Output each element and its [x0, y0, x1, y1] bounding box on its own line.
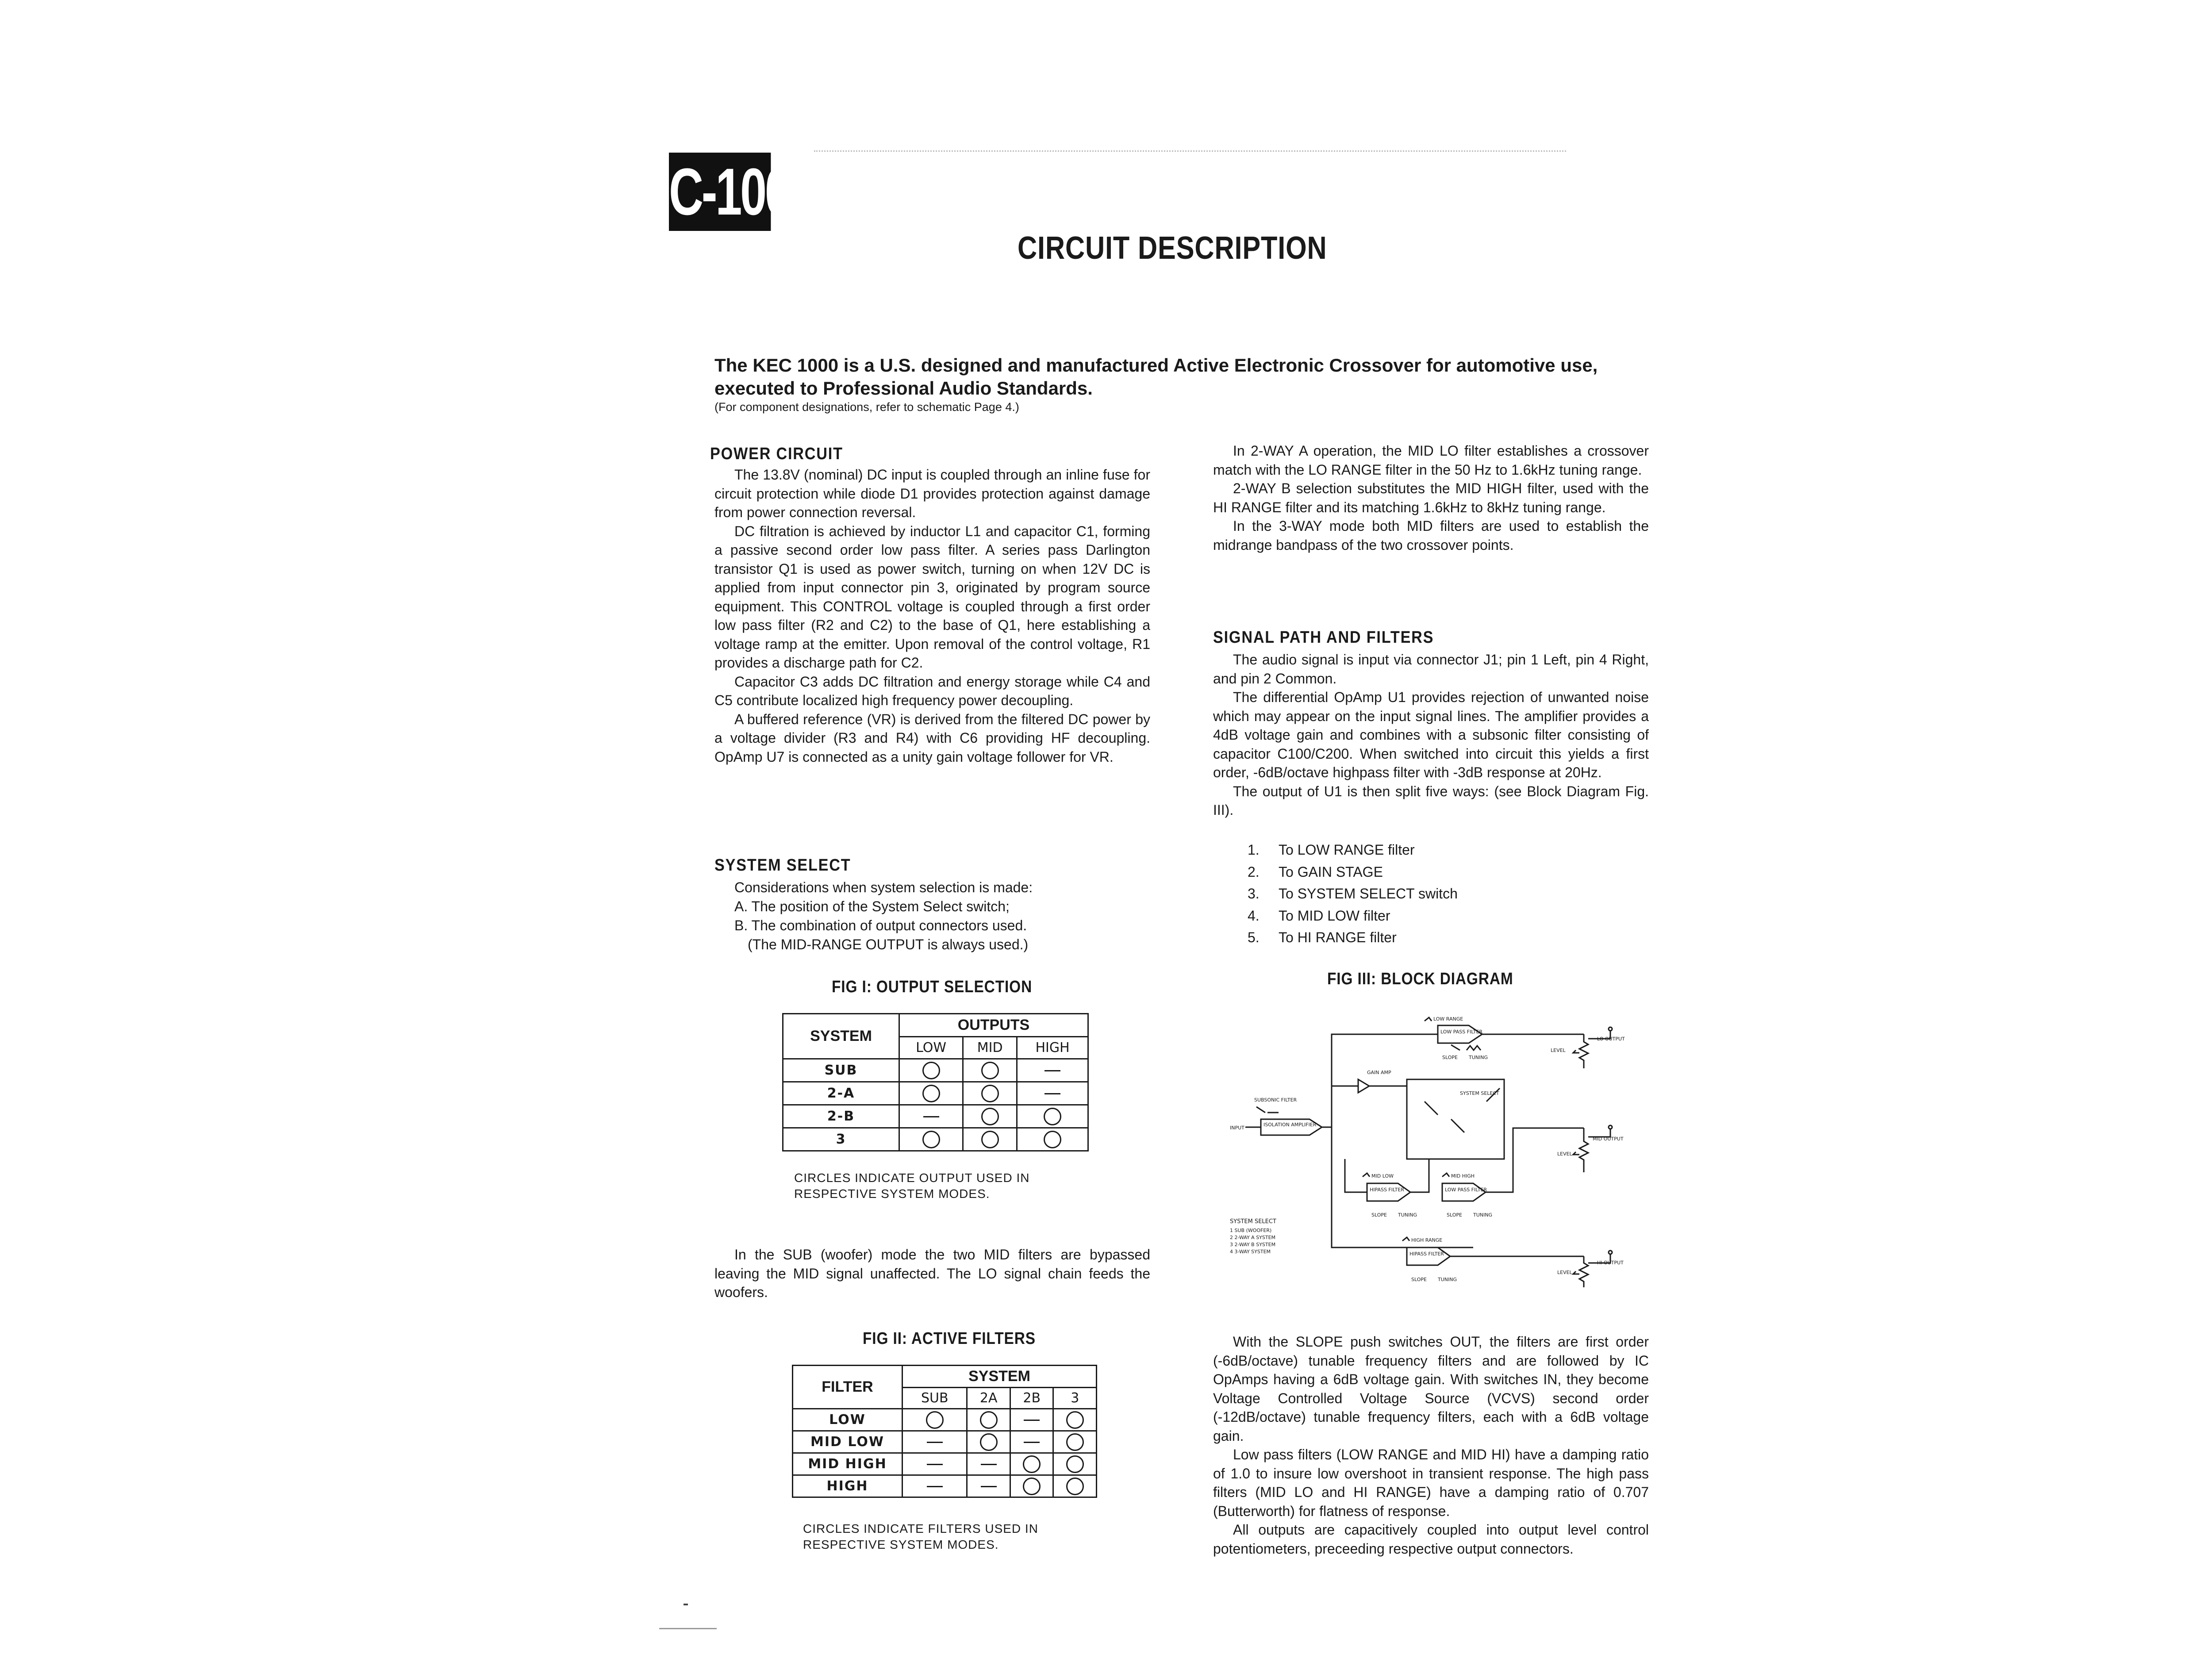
- fig2-cell: [967, 1453, 1010, 1475]
- fig1-outputs-header: OUTPUTS: [899, 1014, 1088, 1037]
- fig1-col-header: LOW: [899, 1037, 963, 1059]
- fig1-cell-mark: [1045, 1093, 1060, 1094]
- table-row: [783, 1128, 1088, 1151]
- slope-tuning-symbol: [1451, 1045, 1481, 1050]
- fig1-cell: [963, 1059, 1017, 1082]
- power-circuit-p3: Capacitor C3 adds DC filtration and energy storage while C4 and C5 contribute localized high frequency power decoupling.: [714, 673, 1150, 708]
- fig2-cell: [1053, 1475, 1097, 1497]
- fig2-col-header: 3: [1053, 1388, 1097, 1409]
- fig1-cell-mark: [981, 1108, 999, 1125]
- signal-path-heading: SIGNAL PATH AND FILTERS: [1213, 628, 1434, 647]
- fig2-cell: [1053, 1453, 1097, 1475]
- header-rule: [814, 150, 1566, 152]
- fig1-cell-mark: [922, 1085, 940, 1102]
- fig2-cell: [1010, 1453, 1053, 1475]
- five-way-list: [1248, 841, 1458, 947]
- sub-mode-p: In the SUB (woofer) mode the two MID filters are bypassed leaving the MID signal unaffected. The LO signal chain feeds the woofers.: [714, 1247, 1150, 1300]
- mid-output-jack: [1609, 1125, 1612, 1129]
- two-way-p3: In the 3-WAY mode both MID filters are used to establish the midrange bandpass of the two crossover points.: [1213, 518, 1649, 553]
- fig2-system-header: SYSTEM: [902, 1366, 1097, 1388]
- fig1-cell: [899, 1105, 963, 1128]
- fig1-cell-mark: [1044, 1108, 1061, 1125]
- slope-text: [1213, 1332, 1649, 1558]
- lbl-level: LEVEL: [1551, 1048, 1566, 1053]
- power-circuit-p2: DC filtration is achieved by inductor L1 and capacitor C1, forming a passive second order low pass filter. A series pass Darlington transistor Q1 is used as power switch, turning on when 12V DC is applied from input connector pin 3, originated by program source equipment. This CONTROL voltage is coupled through a first order low pass filter (R2 and C2) to the base of Q1, here establishing a voltage ramp at the emitter. Upon removal of the control voltage, R1 provides a discharge path for C2.: [714, 523, 1150, 671]
- fig2-cell-mark: [981, 1486, 997, 1487]
- lo-output-jack: [1609, 1027, 1612, 1031]
- fig1-row-label: 3: [783, 1128, 899, 1151]
- list-item: 5. To HI RANGE filter: [1248, 929, 1397, 945]
- lbl-slope: SLOPE: [1442, 1055, 1458, 1060]
- lbl-slope-4: SLOPE: [1411, 1277, 1427, 1282]
- fig2-cell-mark: [927, 1464, 943, 1465]
- fig2-cell-mark: [1024, 1442, 1040, 1443]
- fig2-cell-mark: [1066, 1433, 1084, 1451]
- low-range-bracket: [1425, 1017, 1432, 1021]
- fig2-cell: [1053, 1409, 1097, 1431]
- fig1-cell-mark: [981, 1085, 999, 1102]
- fig2-cell-mark: [926, 1411, 944, 1429]
- active-filters-table: [792, 1365, 1097, 1498]
- fig2-row-label: LOW: [793, 1409, 902, 1431]
- fig1-col-header: HIGH: [1017, 1037, 1088, 1059]
- lbl-low-range: LOW RANGE: [1433, 1016, 1463, 1022]
- lbl-system-select: SYSTEM SELECT: [1460, 1090, 1499, 1096]
- system-select-note: (The MID-RANGE OUTPUT is always used.): [748, 936, 1029, 952]
- fig2-cell: [1053, 1431, 1097, 1453]
- slope-p2: Low pass filters (LOW RANGE and MID HI) have a damping ratio of 1.0 to insure low overshoot in transient response. The high pass filters (MID LO and HI RANGE) have a damping ratio of 0.707 (Butterworth) for flatness of response.: [1213, 1447, 1649, 1519]
- fig2-cell: [902, 1409, 967, 1431]
- lbl-sel-3: 3 2-WAY B SYSTEM: [1230, 1242, 1276, 1247]
- lbl-mid-low: MID LOW: [1371, 1173, 1394, 1179]
- lbl-high-range: HIGH RANGE: [1411, 1237, 1443, 1243]
- lbl-subsonic-filter: SUBSONIC FILTER: [1254, 1097, 1297, 1103]
- fig2-cell: [1010, 1475, 1053, 1497]
- fig2-row-label: MID HIGH: [793, 1453, 902, 1475]
- fig1-cell: [899, 1128, 963, 1151]
- mid-high-bracket: [1442, 1173, 1449, 1177]
- gain-amp-triangle: [1358, 1079, 1369, 1093]
- two-way-p1: In 2-WAY A operation, the MID LO filter establishes a crossover match with the LO RANGE filter in the 50 Hz to 1.6kHz tuning range.: [1213, 443, 1649, 478]
- table-row: [793, 1409, 1097, 1431]
- lbl-level-2: LEVEL: [1557, 1151, 1572, 1157]
- fig1-cell-mark: [981, 1131, 999, 1148]
- fig2-col-header: 2B: [1010, 1388, 1053, 1409]
- intro-lead: The KEC 1000 is a U.S. designed and manufactured Active Electronic Crossover for automotive use, executed to Professional Audio Standards.: [714, 355, 1598, 399]
- fig1-cell-mark: [922, 1062, 940, 1079]
- table-row: [793, 1475, 1097, 1497]
- list-item: 1. To LOW RANGE filter: [1248, 842, 1415, 858]
- signal-path-p3: The output of U1 is then split five ways: (see Block Diagram Fig. III).: [1213, 783, 1649, 818]
- two-way-text: [1213, 441, 1649, 554]
- mid-low-bracket: [1363, 1173, 1370, 1177]
- table-row: [793, 1453, 1097, 1475]
- fig2-cell-mark: [981, 1464, 997, 1465]
- bus-wire-top: [1322, 1034, 1438, 1127]
- list-item: 3. To SYSTEM SELECT switch: [1248, 886, 1458, 902]
- lbl-sel-4: 4 3-WAY SYSTEM: [1230, 1249, 1271, 1255]
- fig1-cell-mark: [923, 1116, 939, 1117]
- slope-p1: With the SLOPE push switches OUT, the filters are first order (-6dB/octave) tunable frequency filters and are followed by IC OpAmps having a 6dB voltage gain. With switches IN, they become Voltage Controlled Voltage Source (VCVS) second order (-12dB/octave) tunable frequency filters, each with a 6dB voltage gain.: [1213, 1334, 1649, 1444]
- fig2-cell-mark: [1066, 1455, 1084, 1473]
- lbl-lo-output: LO OUTPUT: [1597, 1036, 1625, 1042]
- fig2-cell-mark: [927, 1486, 943, 1487]
- fig1-title: FIG I: OUTPUT SELECTION: [832, 978, 1033, 996]
- fig1-cell: [899, 1082, 963, 1105]
- fig2-cell-mark: [1023, 1455, 1041, 1473]
- lbl-hipass-filter-2: HIPASS FILTER: [1409, 1251, 1444, 1257]
- fig2-cell-mark: [927, 1442, 943, 1443]
- scan-speck: [684, 1604, 688, 1605]
- table-row: [783, 1082, 1088, 1105]
- fig1-col-header: MID: [963, 1037, 1017, 1059]
- scan-speck: [659, 1628, 717, 1629]
- fig2-cell-mark: [1066, 1478, 1084, 1495]
- fig2-title: FIG II: ACTIVE FILTERS: [863, 1329, 1036, 1348]
- system-select-heading: SYSTEM SELECT: [714, 856, 851, 875]
- fig2-cell-mark: [980, 1433, 998, 1451]
- list-item: 4. To MID LOW filter: [1248, 907, 1390, 924]
- sub-mode-text: [714, 1245, 1150, 1302]
- power-circuit-heading: POWER CIRCUIT: [710, 445, 843, 463]
- fig1-system-header: SYSTEM: [783, 1014, 899, 1059]
- lbl-sel-1: 1 SUB (WOOFER): [1230, 1228, 1272, 1233]
- fig2-cell: [1010, 1409, 1053, 1431]
- subsonic-switch: [1256, 1107, 1279, 1113]
- signal-path-p1: The audio signal is input via connector J1; pin 1 Left, pin 4 Right, and pin 2 Common.: [1213, 652, 1649, 687]
- fig2-filter-header: FILTER: [793, 1366, 902, 1409]
- table-row: [793, 1431, 1097, 1453]
- fig1-cell: [1017, 1105, 1088, 1128]
- two-way-p2: 2-WAY B selection substitutes the MID HIGH filter, used with the HI RANGE filter and its matching 1.6kHz to 8kHz tuning range.: [1213, 480, 1649, 515]
- lbl-system-select-legend: SYSTEM SELECT: [1230, 1218, 1276, 1225]
- fig2-cell: [902, 1475, 967, 1497]
- table-row: [783, 1059, 1088, 1082]
- fig2-cell-mark: [1024, 1420, 1040, 1421]
- lbl-mid-output: MID OUTPUT: [1593, 1136, 1624, 1142]
- lbl-mid-high: MID HIGH: [1451, 1173, 1475, 1179]
- mid-path-wire: [1486, 1128, 1584, 1192]
- power-circuit-p1: The 13.8V (nominal) DC input is coupled through an inline fuse for circuit protection while diode D1 provides protection against damage from power connection reversal.: [714, 467, 1150, 520]
- model-logo: C-1000: [669, 153, 771, 231]
- page-title: CIRCUIT DESCRIPTION: [1018, 230, 1327, 266]
- fig2-col-header: SUB: [902, 1388, 967, 1409]
- fig2-row-label: HIGH: [793, 1475, 902, 1497]
- fig2-cell: [967, 1475, 1010, 1497]
- fig1-cell-mark: [1045, 1070, 1060, 1071]
- fig2-cell: [967, 1431, 1010, 1453]
- fig1-cell-mark: [981, 1062, 999, 1079]
- fig1-row-label: 2-B: [783, 1105, 899, 1128]
- hi-level-pot: [1573, 1256, 1588, 1287]
- fig2-cell-mark: [1023, 1478, 1041, 1495]
- fig1-cell: [963, 1128, 1017, 1151]
- fig2-cell: [902, 1431, 967, 1453]
- lbl-isolation-amp: ISOLATION AMPLIFIER: [1263, 1122, 1317, 1128]
- output-selection-table: [782, 1013, 1089, 1151]
- lbl-lowpass-filter: LOW PASS FILTER: [1440, 1029, 1483, 1035]
- lbl-tuning-4: TUNING: [1438, 1277, 1457, 1282]
- fig2-cell: [902, 1453, 967, 1475]
- lbl-tuning-3: TUNING: [1473, 1212, 1492, 1218]
- lbl-gain-amp: GAIN AMP: [1367, 1070, 1391, 1075]
- system-select-item-b: B. The combination of output connectors used.: [734, 917, 1027, 933]
- lbl-slope-2: SLOPE: [1371, 1212, 1387, 1218]
- mid-level-pot: [1573, 1128, 1588, 1172]
- fig1-cell-mark: [1044, 1131, 1061, 1148]
- lo-level-pot: [1573, 1034, 1588, 1068]
- signal-path-p2: The differential OpAmp U1 provides rejection of unwanted noise which may appear on the input signal lines. The amplifier provides a 4dB voltage gain and combines with a subsonic filter consisting of capacitor C100/C200. When switched into circuit this yields a first order, -6dB/octave highpass filter with -3dB response at 20Hz.: [1213, 689, 1649, 780]
- fig1-row-label: 2-A: [783, 1082, 899, 1105]
- fig1-row-label: SUB: [783, 1059, 899, 1082]
- hi-output-jack: [1609, 1251, 1612, 1254]
- fig1-cell: [963, 1082, 1017, 1105]
- fig1-cell: [963, 1105, 1017, 1128]
- fig2-caption: CIRCLES INDICATE FILTERS USED IN RESPECTIVE SYSTEM MODES.: [803, 1522, 1038, 1551]
- fig2-cell-mark: [1066, 1411, 1084, 1429]
- fig1-cell: [1017, 1059, 1088, 1082]
- fig2-col-header: 2A: [967, 1388, 1010, 1409]
- signal-path-body: [1213, 650, 1649, 820]
- slope-p3: All outputs are capacitively coupled into output level control potentiometers, preceeding respective output connectors.: [1213, 1522, 1649, 1557]
- lbl-tuning: TUNING: [1469, 1055, 1488, 1060]
- lbl-level-3: LEVEL: [1557, 1270, 1572, 1275]
- lbl-sel-2: 2 2-WAY A SYSTEM: [1230, 1235, 1276, 1240]
- fig1-caption: CIRCLES INDICATE OUTPUT USED IN RESPECTIVE SYSTEM MODES.: [794, 1171, 1030, 1201]
- lbl-input: INPUT: [1230, 1125, 1244, 1131]
- system-select-intro: Considerations when system selection is made:: [734, 879, 1033, 895]
- intro-note: (For component designations, refer to schematic Page 4.): [714, 400, 1019, 414]
- fig2-cell-mark: [980, 1411, 998, 1429]
- fig2-row-label: MID LOW: [793, 1431, 902, 1453]
- power-circuit-p4: A buffered reference (VR) is derived from the filtered DC power by a voltage divider (R3 and R4) with C6 providing HF decoupling. OpAmp U7 is connected as a unity gain voltage follower for VR.: [714, 711, 1150, 765]
- fig2-cell: [1010, 1431, 1053, 1453]
- fig1-cell: [899, 1059, 963, 1082]
- system-select-item-a: A. The position of the System Select switch;: [734, 898, 1010, 914]
- lbl-slope-3: SLOPE: [1447, 1212, 1462, 1218]
- fig1-cell: [1017, 1128, 1088, 1151]
- fig3-title: FIG III: BLOCK DIAGRAM: [1327, 970, 1513, 988]
- fig1-cell-mark: [922, 1131, 940, 1148]
- lbl-hi-output: HI OUTPUT: [1597, 1260, 1624, 1266]
- high-range-bracket: [1402, 1237, 1409, 1241]
- lbl-hipass-filter-1: HIPASS FILTER: [1370, 1187, 1404, 1193]
- list-item: 2. To GAIN STAGE: [1248, 864, 1383, 880]
- fig2-cell: [967, 1409, 1010, 1431]
- lbl-tuning-2: TUNING: [1398, 1212, 1417, 1218]
- block-diagram: [1221, 1013, 1628, 1305]
- table-row: [783, 1105, 1088, 1128]
- fig1-cell: [1017, 1082, 1088, 1105]
- lbl-lowpass-filter-2: LOW PASS FILTER: [1445, 1187, 1487, 1193]
- power-circuit-body: [714, 465, 1150, 766]
